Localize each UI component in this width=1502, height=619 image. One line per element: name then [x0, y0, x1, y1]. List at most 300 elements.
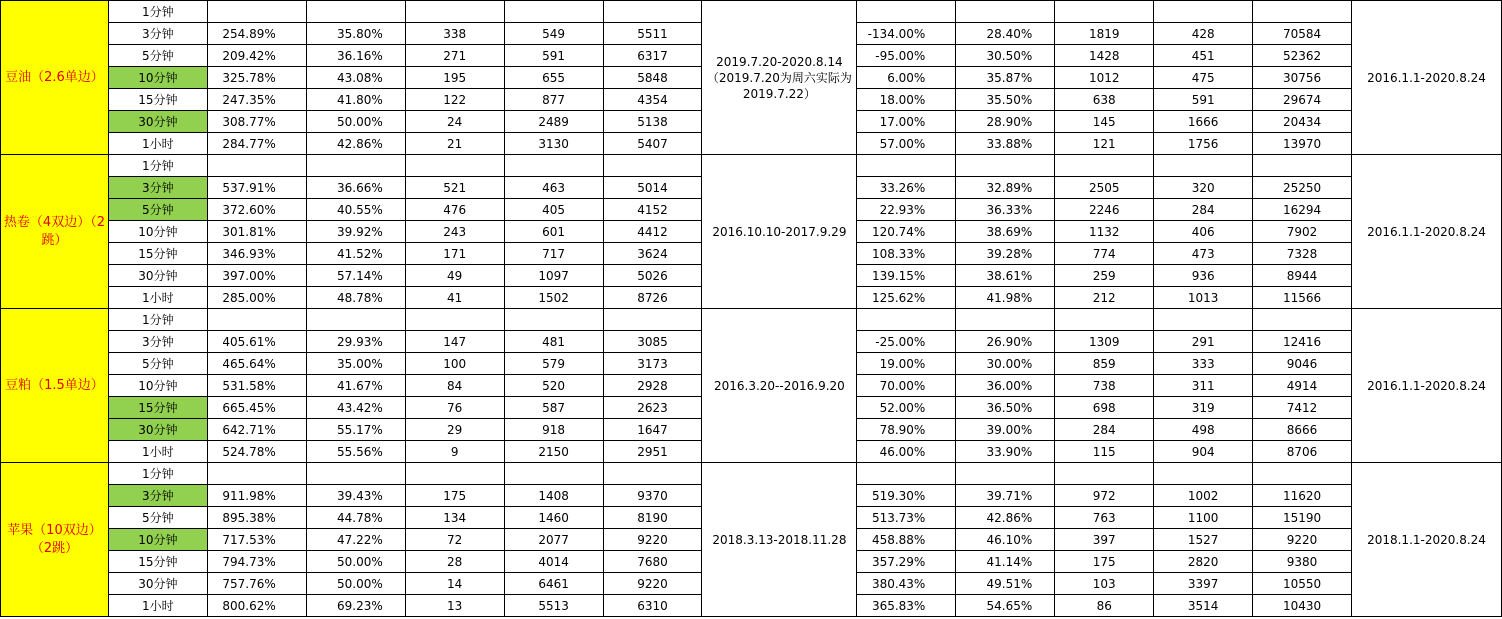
win-rate-cell: 41.67% — [306, 375, 405, 397]
max-drawdown-cell: 52362 — [1253, 45, 1352, 67]
max-drawdown-cell: 2623 — [603, 397, 702, 419]
max-drawdown-cell: 3624 — [603, 243, 702, 265]
return-rate-cell: 70.00% — [857, 375, 956, 397]
max-drawdown-cell: 30756 — [1253, 67, 1352, 89]
avg-profit-cell: 1502 — [504, 287, 603, 309]
full-period-cell: 2016.1.1-2020.8.24 — [1352, 1, 1502, 155]
win-rate-cell: 41.52% — [306, 243, 405, 265]
max-drawdown-cell: 20434 — [1253, 111, 1352, 133]
avg-profit-cell — [1154, 309, 1253, 331]
win-rate-cell — [956, 155, 1055, 177]
return-rate-cell: 46.00% — [857, 441, 956, 463]
win-rate-cell: 69.23% — [306, 595, 405, 617]
avg-profit-cell: 284 — [1154, 199, 1253, 221]
trade-count-cell: 24 — [405, 111, 504, 133]
trade-count-cell — [405, 309, 504, 331]
product-label: 热卷（4双边）（2跳） — [1, 155, 109, 309]
test-period-cell: 2019.7.20-2020.8.14（2019.7.20为周六实际为2019.7.22） — [702, 1, 857, 155]
max-drawdown-cell: 9220 — [603, 529, 702, 551]
return-rate-cell: -134.00% — [857, 23, 956, 45]
return-rate-cell: 665.45% — [207, 397, 306, 419]
win-rate-cell: 30.00% — [956, 353, 1055, 375]
win-rate-cell: 54.65% — [956, 595, 1055, 617]
trade-count-cell: 28 — [405, 551, 504, 573]
timeframe-cell: 3分钟 — [108, 485, 207, 507]
trade-count-cell: 195 — [405, 67, 504, 89]
win-rate-cell: 39.00% — [956, 419, 1055, 441]
max-drawdown-cell: 3173 — [603, 353, 702, 375]
win-rate-cell: 29.93% — [306, 331, 405, 353]
avg-profit-cell: 601 — [504, 221, 603, 243]
test-period-cell: 2016.10.10-2017.9.29 — [702, 155, 857, 309]
trade-count-cell: 1428 — [1055, 45, 1154, 67]
max-drawdown-cell: 9220 — [603, 573, 702, 595]
trade-count-cell: 476 — [405, 199, 504, 221]
timeframe-cell: 1小时 — [108, 287, 207, 309]
avg-profit-cell: 406 — [1154, 221, 1253, 243]
trade-count-cell: 14 — [405, 573, 504, 595]
trade-count-cell: 698 — [1055, 397, 1154, 419]
max-drawdown-cell: 16294 — [1253, 199, 1352, 221]
trade-count-cell: 338 — [405, 23, 504, 45]
max-drawdown-cell: 8666 — [1253, 419, 1352, 441]
trade-count-cell: 212 — [1055, 287, 1154, 309]
trade-count-cell: 284 — [1055, 419, 1154, 441]
win-rate-cell: 55.56% — [306, 441, 405, 463]
return-rate-cell: 19.00% — [857, 353, 956, 375]
max-drawdown-cell: 10550 — [1253, 573, 1352, 595]
max-drawdown-cell: 5026 — [603, 265, 702, 287]
win-rate-cell: 36.16% — [306, 45, 405, 67]
max-drawdown-cell — [1253, 155, 1352, 177]
avg-profit-cell: 463 — [504, 177, 603, 199]
return-rate-cell: 365.83% — [857, 595, 956, 617]
avg-profit-cell: 936 — [1154, 265, 1253, 287]
avg-profit-cell — [1154, 1, 1253, 23]
avg-profit-cell: 1408 — [504, 485, 603, 507]
timeframe-cell: 30分钟 — [108, 419, 207, 441]
table-row — [1, 309, 1502, 331]
timeframe-cell: 5分钟 — [108, 353, 207, 375]
avg-profit-cell: 579 — [504, 353, 603, 375]
avg-profit-cell: 451 — [1154, 45, 1253, 67]
return-rate-cell: 139.15% — [857, 265, 956, 287]
trade-count-cell: 134 — [405, 507, 504, 529]
win-rate-cell: 39.92% — [306, 221, 405, 243]
return-rate-cell: 800.62% — [207, 595, 306, 617]
trade-count-cell: 84 — [405, 375, 504, 397]
trade-count-cell: 763 — [1055, 507, 1154, 529]
return-rate-cell: -25.00% — [857, 331, 956, 353]
trade-count-cell: 100 — [405, 353, 504, 375]
return-rate-cell — [857, 1, 956, 23]
win-rate-cell: 48.78% — [306, 287, 405, 309]
return-rate-cell: 108.33% — [857, 243, 956, 265]
avg-profit-cell: 1100 — [1154, 507, 1253, 529]
max-drawdown-cell: 4152 — [603, 199, 702, 221]
max-drawdown-cell — [603, 155, 702, 177]
win-rate-cell: 50.00% — [306, 551, 405, 573]
return-rate-cell: 247.35% — [207, 89, 306, 111]
return-rate-cell: 519.30% — [857, 485, 956, 507]
win-rate-cell: 42.86% — [306, 133, 405, 155]
win-rate-cell: 35.00% — [306, 353, 405, 375]
max-drawdown-cell: 2951 — [603, 441, 702, 463]
timeframe-cell: 1分钟 — [108, 155, 207, 177]
timeframe-cell: 3分钟 — [108, 23, 207, 45]
win-rate-cell: 35.80% — [306, 23, 405, 45]
win-rate-cell — [956, 309, 1055, 331]
return-rate-cell: 717.53% — [207, 529, 306, 551]
timeframe-cell: 3分钟 — [108, 331, 207, 353]
max-drawdown-cell: 9046 — [1253, 353, 1352, 375]
timeframe-cell: 30分钟 — [108, 265, 207, 287]
trade-count-cell: 175 — [1055, 551, 1154, 573]
return-rate-cell: 465.64% — [207, 353, 306, 375]
return-rate-cell: 911.98% — [207, 485, 306, 507]
avg-profit-cell: 1002 — [1154, 485, 1253, 507]
trade-count-cell: 13 — [405, 595, 504, 617]
max-drawdown-cell — [603, 1, 702, 23]
avg-profit-cell — [504, 1, 603, 23]
max-drawdown-cell: 7412 — [1253, 397, 1352, 419]
return-rate-cell: 78.90% — [857, 419, 956, 441]
return-rate-cell: 537.91% — [207, 177, 306, 199]
trade-count-cell: 972 — [1055, 485, 1154, 507]
win-rate-cell: 36.66% — [306, 177, 405, 199]
max-drawdown-cell: 10430 — [1253, 595, 1352, 617]
win-rate-cell: 28.40% — [956, 23, 1055, 45]
max-drawdown-cell: 25250 — [1253, 177, 1352, 199]
win-rate-cell: 38.69% — [956, 221, 1055, 243]
max-drawdown-cell: 6317 — [603, 45, 702, 67]
return-rate-cell — [207, 463, 306, 485]
win-rate-cell: 38.61% — [956, 265, 1055, 287]
trade-count-cell: 103 — [1055, 573, 1154, 595]
trade-count-cell: 86 — [1055, 595, 1154, 617]
return-rate-cell: 120.74% — [857, 221, 956, 243]
timeframe-cell: 1小时 — [108, 595, 207, 617]
win-rate-cell: 50.00% — [306, 573, 405, 595]
timeframe-cell: 10分钟 — [108, 67, 207, 89]
avg-profit-cell: 2077 — [504, 529, 603, 551]
win-rate-cell: 55.17% — [306, 419, 405, 441]
max-drawdown-cell: 5848 — [603, 67, 702, 89]
win-rate-cell: 41.14% — [956, 551, 1055, 573]
trade-count-cell — [405, 155, 504, 177]
timeframe-cell: 1分钟 — [108, 463, 207, 485]
max-drawdown-cell: 12416 — [1253, 331, 1352, 353]
win-rate-cell — [306, 1, 405, 23]
avg-profit-cell: 498 — [1154, 419, 1253, 441]
trade-count-cell: 1309 — [1055, 331, 1154, 353]
avg-profit-cell: 405 — [504, 199, 603, 221]
test-period-cell: 2016.3.20--2016.9.20 — [702, 309, 857, 463]
return-rate-cell — [207, 1, 306, 23]
win-rate-cell: 39.28% — [956, 243, 1055, 265]
max-drawdown-cell: 1647 — [603, 419, 702, 441]
avg-profit-cell — [504, 155, 603, 177]
avg-profit-cell: 717 — [504, 243, 603, 265]
timeframe-cell: 30分钟 — [108, 573, 207, 595]
win-rate-cell: 33.90% — [956, 441, 1055, 463]
max-drawdown-cell: 9220 — [1253, 529, 1352, 551]
return-rate-cell: 794.73% — [207, 551, 306, 573]
timeframe-cell: 10分钟 — [108, 375, 207, 397]
avg-profit-cell: 520 — [504, 375, 603, 397]
win-rate-cell: 46.10% — [956, 529, 1055, 551]
return-rate-cell: 6.00% — [857, 67, 956, 89]
timeframe-cell: 30分钟 — [108, 111, 207, 133]
win-rate-cell: 36.50% — [956, 397, 1055, 419]
avg-profit-cell: 591 — [504, 45, 603, 67]
max-drawdown-cell: 7328 — [1253, 243, 1352, 265]
trade-count-cell: 121 — [1055, 133, 1154, 155]
return-rate-cell: 209.42% — [207, 45, 306, 67]
win-rate-cell: 39.71% — [956, 485, 1055, 507]
avg-profit-cell: 2820 — [1154, 551, 1253, 573]
avg-profit-cell: 319 — [1154, 397, 1253, 419]
table-row — [1, 1, 1502, 23]
avg-profit-cell: 3130 — [504, 133, 603, 155]
trade-count-cell: 41 — [405, 287, 504, 309]
return-rate-cell: 346.93% — [207, 243, 306, 265]
trade-count-cell: 521 — [405, 177, 504, 199]
trade-count-cell: 243 — [405, 221, 504, 243]
max-drawdown-cell: 2928 — [603, 375, 702, 397]
max-drawdown-cell: 9380 — [1253, 551, 1352, 573]
trade-count-cell — [1055, 309, 1154, 331]
trade-count-cell: 9 — [405, 441, 504, 463]
return-rate-cell: 22.93% — [857, 199, 956, 221]
avg-profit-cell: 3514 — [1154, 595, 1253, 617]
timeframe-cell: 1小时 — [108, 133, 207, 155]
max-drawdown-cell: 8726 — [603, 287, 702, 309]
max-drawdown-cell — [1253, 309, 1352, 331]
trade-count-cell: 774 — [1055, 243, 1154, 265]
max-drawdown-cell: 5014 — [603, 177, 702, 199]
max-drawdown-cell: 8190 — [603, 507, 702, 529]
trade-count-cell: 2246 — [1055, 199, 1154, 221]
return-rate-cell: 285.00% — [207, 287, 306, 309]
return-rate-cell: 254.89% — [207, 23, 306, 45]
avg-profit-cell: 1460 — [504, 507, 603, 529]
avg-profit-cell: 2150 — [504, 441, 603, 463]
avg-profit-cell: 918 — [504, 419, 603, 441]
trade-count-cell: 145 — [1055, 111, 1154, 133]
return-rate-cell: 125.62% — [857, 287, 956, 309]
win-rate-cell: 43.42% — [306, 397, 405, 419]
max-drawdown-cell: 7902 — [1253, 221, 1352, 243]
trade-count-cell: 21 — [405, 133, 504, 155]
timeframe-cell: 5分钟 — [108, 45, 207, 67]
avg-profit-cell: 1013 — [1154, 287, 1253, 309]
win-rate-cell: 44.78% — [306, 507, 405, 529]
win-rate-cell: 57.14% — [306, 265, 405, 287]
win-rate-cell: 41.80% — [306, 89, 405, 111]
avg-profit-cell: 1527 — [1154, 529, 1253, 551]
trade-count-cell — [1055, 1, 1154, 23]
win-rate-cell: 28.90% — [956, 111, 1055, 133]
trade-count-cell: 638 — [1055, 89, 1154, 111]
avg-profit-cell: 904 — [1154, 441, 1253, 463]
timeframe-cell: 15分钟 — [108, 551, 207, 573]
return-rate-cell: 33.26% — [857, 177, 956, 199]
return-rate-cell: 397.00% — [207, 265, 306, 287]
table-row — [1, 463, 1502, 485]
trade-count-cell: 397 — [1055, 529, 1154, 551]
max-drawdown-cell: 11566 — [1253, 287, 1352, 309]
trade-count-cell: 49 — [405, 265, 504, 287]
trade-count-cell — [405, 1, 504, 23]
return-rate-cell: 757.76% — [207, 573, 306, 595]
full-period-cell: 2018.1.1-2020.8.24 — [1352, 463, 1502, 617]
timeframe-cell: 5分钟 — [108, 507, 207, 529]
max-drawdown-cell: 5407 — [603, 133, 702, 155]
timeframe-cell: 10分钟 — [108, 221, 207, 243]
trade-count-cell: 1819 — [1055, 23, 1154, 45]
full-period-cell: 2016.1.1-2020.8.24 — [1352, 155, 1502, 309]
return-rate-cell: 284.77% — [207, 133, 306, 155]
max-drawdown-cell: 8706 — [1253, 441, 1352, 463]
win-rate-cell: 35.50% — [956, 89, 1055, 111]
return-rate-cell: 357.29% — [857, 551, 956, 573]
trade-count-cell: 29 — [405, 419, 504, 441]
win-rate-cell: 33.88% — [956, 133, 1055, 155]
max-drawdown-cell: 29674 — [1253, 89, 1352, 111]
avg-profit-cell: 587 — [504, 397, 603, 419]
avg-profit-cell — [1154, 155, 1253, 177]
trade-count-cell: 2505 — [1055, 177, 1154, 199]
trade-count-cell — [405, 463, 504, 485]
avg-profit-cell: 4014 — [504, 551, 603, 573]
avg-profit-cell: 877 — [504, 89, 603, 111]
return-rate-cell: 52.00% — [857, 397, 956, 419]
avg-profit-cell — [504, 309, 603, 331]
max-drawdown-cell: 8944 — [1253, 265, 1352, 287]
trade-count-cell — [1055, 463, 1154, 485]
trade-count-cell: 1132 — [1055, 221, 1154, 243]
trade-count-cell: 115 — [1055, 441, 1154, 463]
return-rate-cell: 380.43% — [857, 573, 956, 595]
max-drawdown-cell — [1253, 1, 1352, 23]
timeframe-cell: 10分钟 — [108, 529, 207, 551]
avg-profit-cell: 473 — [1154, 243, 1253, 265]
return-rate-cell: 513.73% — [857, 507, 956, 529]
timeframe-cell: 1分钟 — [108, 309, 207, 331]
timeframe-cell: 3分钟 — [108, 177, 207, 199]
trade-count-cell — [1055, 155, 1154, 177]
return-rate-cell: 301.81% — [207, 221, 306, 243]
win-rate-cell: 35.87% — [956, 67, 1055, 89]
max-drawdown-cell: 70584 — [1253, 23, 1352, 45]
table-row — [1, 155, 1502, 177]
product-label: 豆粕（1.5单边） — [1, 309, 109, 463]
win-rate-cell — [956, 463, 1055, 485]
timeframe-cell: 15分钟 — [108, 243, 207, 265]
trade-count-cell: 859 — [1055, 353, 1154, 375]
max-drawdown-cell: 13970 — [1253, 133, 1352, 155]
return-rate-cell: 405.61% — [207, 331, 306, 353]
avg-profit-cell: 6461 — [504, 573, 603, 595]
max-drawdown-cell: 11620 — [1253, 485, 1352, 507]
win-rate-cell: 40.55% — [306, 199, 405, 221]
timeframe-cell: 5分钟 — [108, 199, 207, 221]
product-label: 苹果（10双边）（2跳） — [1, 463, 109, 617]
return-rate-cell: 18.00% — [857, 89, 956, 111]
win-rate-cell: 39.43% — [306, 485, 405, 507]
avg-profit-cell: 5513 — [504, 595, 603, 617]
table-body — [1, 1, 1502, 617]
avg-profit-cell: 591 — [1154, 89, 1253, 111]
product-label: 豆油（2.6单边） — [1, 1, 109, 155]
timeframe-cell: 15分钟 — [108, 89, 207, 111]
return-rate-cell: 17.00% — [857, 111, 956, 133]
win-rate-cell — [956, 1, 1055, 23]
max-drawdown-cell — [1253, 463, 1352, 485]
avg-profit-cell: 2489 — [504, 111, 603, 133]
avg-profit-cell: 291 — [1154, 331, 1253, 353]
trade-count-cell: 122 — [405, 89, 504, 111]
test-period-cell: 2018.3.13-2018.11.28 — [702, 463, 857, 617]
trade-count-cell: 738 — [1055, 375, 1154, 397]
avg-profit-cell: 311 — [1154, 375, 1253, 397]
return-rate-cell: 57.00% — [857, 133, 956, 155]
max-drawdown-cell: 5138 — [603, 111, 702, 133]
trade-count-cell: 72 — [405, 529, 504, 551]
win-rate-cell: 42.86% — [956, 507, 1055, 529]
trade-count-cell: 147 — [405, 331, 504, 353]
avg-profit-cell: 475 — [1154, 67, 1253, 89]
return-rate-cell: 524.78% — [207, 441, 306, 463]
win-rate-cell: 36.00% — [956, 375, 1055, 397]
win-rate-cell: 36.33% — [956, 199, 1055, 221]
avg-profit-cell: 320 — [1154, 177, 1253, 199]
return-rate-cell: -95.00% — [857, 45, 956, 67]
return-rate-cell: 531.58% — [207, 375, 306, 397]
return-rate-cell: 325.78% — [207, 67, 306, 89]
avg-profit-cell — [1154, 463, 1253, 485]
full-period-cell: 2016.1.1-2020.8.24 — [1352, 309, 1502, 463]
max-drawdown-cell: 3085 — [603, 331, 702, 353]
max-drawdown-cell: 15190 — [1253, 507, 1352, 529]
avg-profit-cell: 1756 — [1154, 133, 1253, 155]
win-rate-cell: 32.89% — [956, 177, 1055, 199]
win-rate-cell: 41.98% — [956, 287, 1055, 309]
return-rate-cell — [207, 155, 306, 177]
win-rate-cell: 50.00% — [306, 111, 405, 133]
trade-count-cell: 1012 — [1055, 67, 1154, 89]
max-drawdown-cell — [603, 309, 702, 331]
max-drawdown-cell: 9370 — [603, 485, 702, 507]
avg-profit-cell: 3397 — [1154, 573, 1253, 595]
trade-count-cell: 171 — [405, 243, 504, 265]
return-rate-cell — [857, 309, 956, 331]
win-rate-cell — [306, 155, 405, 177]
win-rate-cell: 26.90% — [956, 331, 1055, 353]
timeframe-cell: 1分钟 — [108, 1, 207, 23]
win-rate-cell: 43.08% — [306, 67, 405, 89]
avg-profit-cell: 655 — [504, 67, 603, 89]
avg-profit-cell: 481 — [504, 331, 603, 353]
avg-profit-cell — [504, 463, 603, 485]
avg-profit-cell: 1097 — [504, 265, 603, 287]
timeframe-cell: 1小时 — [108, 441, 207, 463]
return-rate-cell: 895.38% — [207, 507, 306, 529]
win-rate-cell — [306, 463, 405, 485]
win-rate-cell: 30.50% — [956, 45, 1055, 67]
max-drawdown-cell: 4354 — [603, 89, 702, 111]
